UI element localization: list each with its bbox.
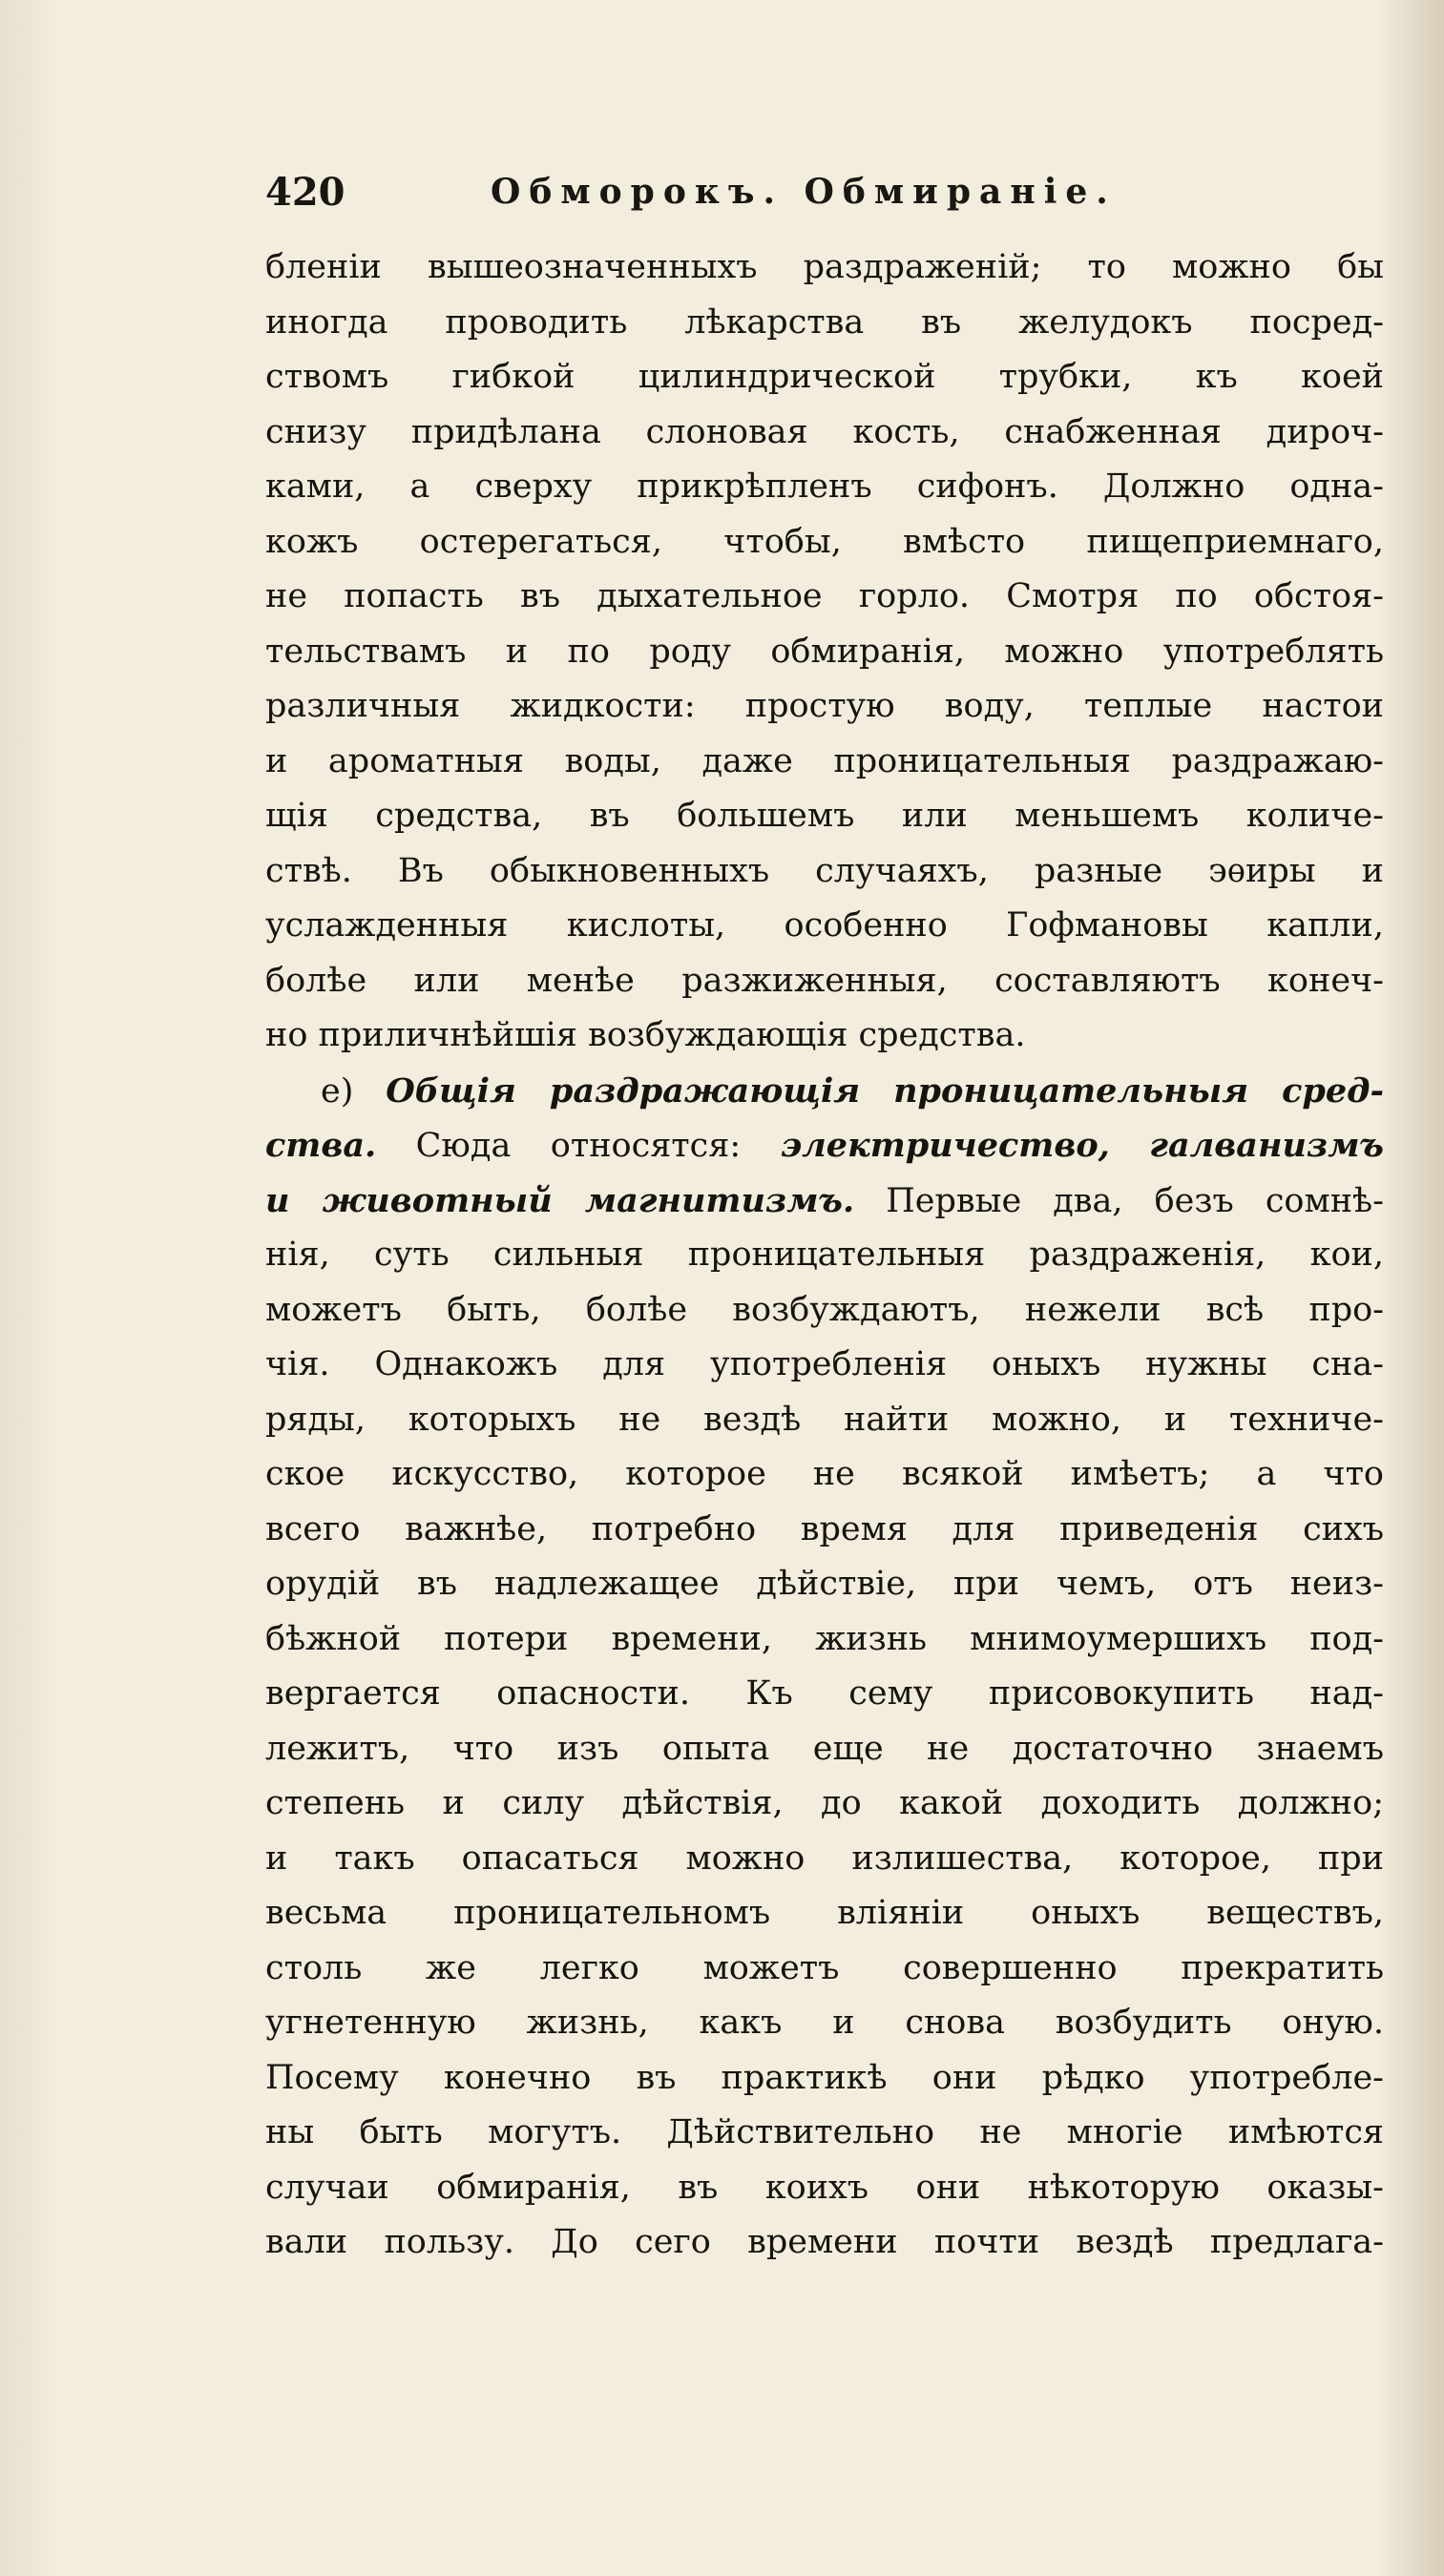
text-line: ками, а сверху прикрѣпленъ сифонъ. Должно одна- <box>265 467 1384 506</box>
text-line: столь же легко можетъ совершенно прекратить <box>265 1948 1384 1987</box>
text-line: болѣе или менѣе разжиженныя, составляютъ конеч- <box>265 961 1384 1000</box>
text-line: но приличнѣйшiя возбуждающiя средства. <box>265 1016 1026 1054</box>
text-line: ряды, которыхъ не вездѣ найти можно, и техниче- <box>265 1400 1384 1439</box>
section-heading-end: ства. <box>265 1126 377 1165</box>
text-line <box>265 1174 1384 1229</box>
text-line: снизу придѣлана слоновая кость, снабженная дироч- <box>265 412 1384 451</box>
text-line: лежитъ, что изъ опыта еще не достаточно знаемъ <box>265 1729 1384 1768</box>
inline-text: Сюда относятся: <box>415 1127 742 1165</box>
running-head <box>265 170 1153 227</box>
text-line: тельствамъ и по роду обмиранiя, можно употреблять <box>265 632 1384 671</box>
text-line: не попасть въ дыхательное горло. Смотря по обстоя- <box>265 577 1384 615</box>
inline-text: Первые два, безъ сомнѣ- <box>886 1181 1384 1220</box>
text-line: бѣжной потери времени, жизнь мнимоумершихъ под- <box>265 1619 1384 1658</box>
term-electricity: электричество, <box>780 1126 1110 1165</box>
text-line: Посему конечно въ практикѣ они рѣдко употребле- <box>265 2058 1384 2097</box>
term-galvanism: галванизмъ <box>1149 1126 1384 1165</box>
text-line: ское искусство, которое не всякой имѣетъ; а что <box>265 1455 1384 1493</box>
text-line: вали пользу. До сего времени почти вездѣ предлага- <box>265 2223 1384 2261</box>
text-line <box>265 1118 1384 1174</box>
section-heading: Общiя раздражающiя проницательныя сред- <box>386 1070 1384 1111</box>
section-label: е) <box>321 1071 354 1111</box>
text-line: чiя. Однакожъ для употребленiя оныхъ нужны сна- <box>265 1345 1384 1383</box>
text-line: ствомъ гибкой цилиндрической трубки, къ коей <box>265 358 1384 396</box>
text-line: орудiй въ надлежащее дѣйствiе, при чемъ, отъ неиз- <box>265 1565 1384 1603</box>
text-line: и ароматныя воды, даже проницательныя раздражаю- <box>265 741 1384 780</box>
text-line: угнетенную жизнь, какъ и снова возбудить оную. <box>265 2004 1384 2042</box>
section-heading-line <box>265 1064 1384 1119</box>
text-line: бленiи вышеозначенныхъ раздраженiй; то можно бы <box>265 248 1384 286</box>
text-line: ствѣ. Въ обыкновенныхъ случаяхъ, разные эѳиры и <box>265 851 1384 890</box>
term-magnetism: и животный магнитизмъ. <box>265 1180 855 1220</box>
text-line: случаи обмиранiя, въ коихъ они нѣкоторую оказы- <box>265 2168 1384 2207</box>
text-line: и такъ опасаться можно излишества, которое, при <box>265 1839 1384 1878</box>
text-line: всего важнѣе, потребно время для приведенiя сихъ <box>265 1509 1384 1548</box>
body-text <box>265 240 1384 2271</box>
text-line: можетъ быть, болѣе возбуждаютъ, нежели всѣ про- <box>265 1290 1384 1329</box>
text-line: степень и силу дѣйствiя, до какой доходить должно; <box>265 1784 1384 1822</box>
page-number: 420 <box>265 170 345 215</box>
text-line: ны быть могутъ. Дѣйствительно не многiе имѣются <box>265 2113 1384 2151</box>
text-line: вергается опасности. Къ сему присовокупить над- <box>265 1674 1384 1713</box>
text-line: кожъ остерегаться, чтобы, вмѣсто пищеприемнаго, <box>265 522 1384 561</box>
text-line: щiя средства, въ большемъ или меньшемъ количе- <box>265 797 1384 835</box>
text-line: услажденныя кислоты, особенно Гофмановы капли, <box>265 906 1384 945</box>
text-line: нiя, суть сильныя проницательныя раздраженiя, кои, <box>265 1236 1384 1274</box>
text-line: иногда проводить лѣкарства въ желудокъ посред- <box>265 302 1384 342</box>
text-line: различныя жидкости: простую воду, теплые настои <box>265 687 1384 725</box>
page-title: Обморокъ. Обмиранiе. <box>491 172 1117 212</box>
text-line: весьма проницательномъ влiянiи оныхъ веществъ, <box>265 1894 1384 1932</box>
